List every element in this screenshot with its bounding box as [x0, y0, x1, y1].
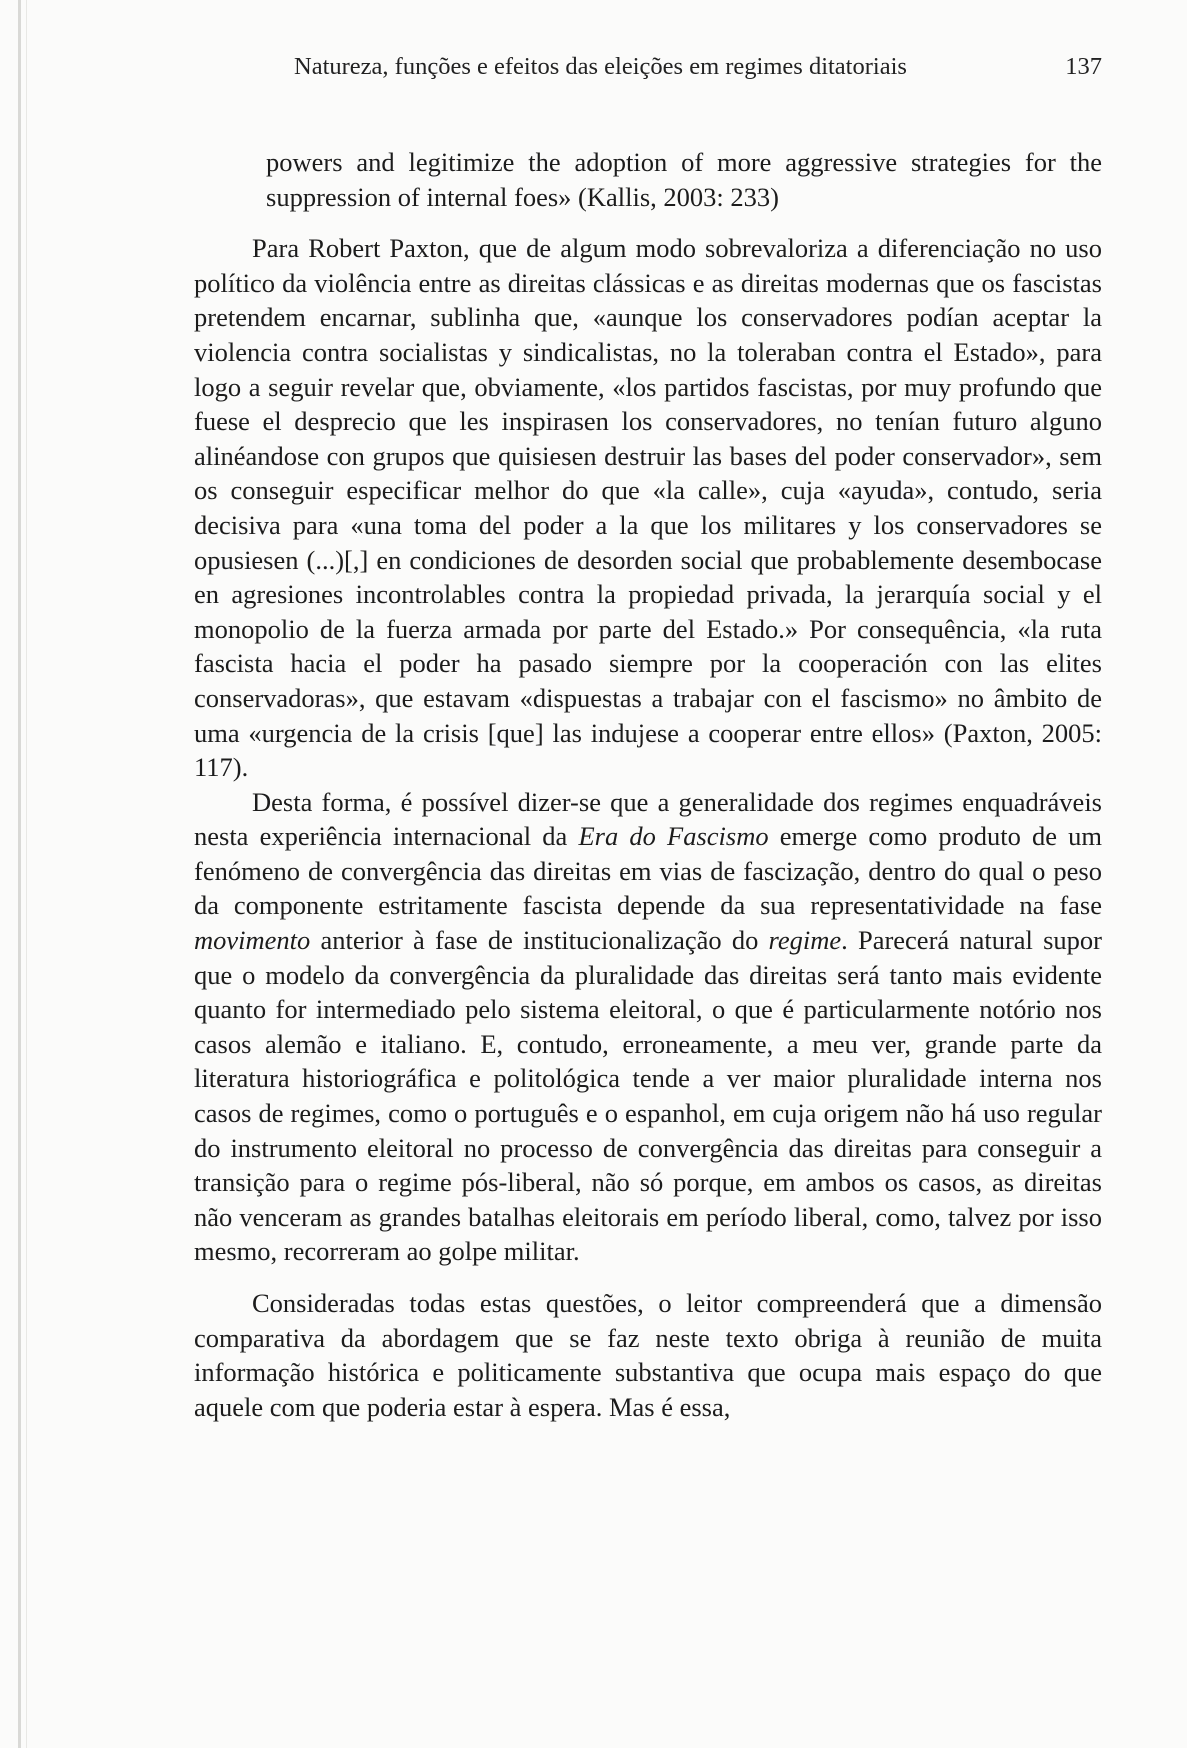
binding-edge	[18, 0, 21, 1748]
paragraph-era-do-fascismo	[194, 785, 1102, 1269]
text-run: . Parecerá natural supor que o modelo da convergência da pluralidade das direitas será tanto mais evidente quanto for intermediado pelo sistema eleitoral, o que é particularmente notório nos casos alemão e italiano. E, contudo, erroneamente, a meu ver, grande parte da literatura historiográfica e politológica tende a ver maior pluralidade interna nos casos de regimes, como o português e o espanhol, em cuja origem não há uso regular do instrumento eleitoral no processo de convergência das direitas para conseguir a transição para o regime pós-liberal, não só porque, em ambos os casos, as direitas não venceram as grandes batalhas eleitorais em período liberal, como, talvez por isso mesmo, recorreram ao golpe militar.	[194, 925, 1102, 1267]
text-run: anterior à fase de institucionalização do	[310, 925, 769, 956]
running-title: Natureza, funções e efeitos das eleições em regimes ditatoriais	[294, 53, 907, 80]
body-text	[194, 145, 1102, 1424]
text-run: emerge como produto de um fenómeno de convergência das direitas em vias de fascização, dentro do qual o peso da componente estritamente fascista depende da sua representatividade na fase	[194, 821, 1102, 921]
italic-term: regime	[768, 925, 842, 956]
italic-term: Era do Fascismo	[578, 821, 769, 852]
running-header	[194, 50, 1102, 84]
quotation-continuation: powers and legitimize the adoption of more aggressive strategies for the suppression of internal foes» (Kallis, 2003: 233)	[266, 147, 1102, 212]
page-number: 137	[1065, 53, 1102, 80]
paragraph-paxton: Para Robert Paxton, que de algum modo sobrevaloriza a diferenciação no uso político da violência entre as direitas clássicas e as direitas modernas que os fascistas pretendem encarnar, sublinha que, «aunque los conservadores podían aceptar la violencia contra socialistas y sindicalistas, no la toleraban contra el Estado», para logo a seguir revelar que, obviamente, «los partidos fascistas, por muy profundo que fuese el desprecio que les inspirasen los conservadores, no tenían futuro alguno alinéandose con grupos que quisiesen destruir las bases del poder conservador», sem os conseguir especificar melhor do que «la calle», cuja «ayuda», contudo, seria decisiva para «una toma del poder a la que los militares y los conservadores se opusiesen (...)[,] en condiciones de desorden social que probablemente desembocase en agresiones incontrolables contra la propiedad privada, la jerarquía social y el monopolio de la fuerza armada por parte del Estado.» Por consequência, «la ruta fascista hacia el poder ha pasado siempre por la cooperación con las elites conservadoras», que estavam «dispuestas a trabajar con el fascismo» no âmbito de uma «urgencia de la crisis [que] las indujese a cooperar entre ellos» (Paxton, 2005: 117).	[194, 233, 1102, 783]
text-run: Desta forma, é possível dizer-se que a generalidade dos regimes enquadráveis nesta experiência internacional da	[194, 786, 1102, 852]
paragraph-consideradas: Consideradas todas estas questões, o leitor compreenderá que a dimensão comparativa da abordagem que se faz neste texto obriga à reunião de muita informação histórica e politicamente substantiva que ocupa mais espaço do que aquele com que poderia estar à espera. Mas é essa,	[194, 1288, 1102, 1422]
italic-term: movimento	[194, 925, 311, 956]
binding-edge-line	[26, 0, 27, 1748]
